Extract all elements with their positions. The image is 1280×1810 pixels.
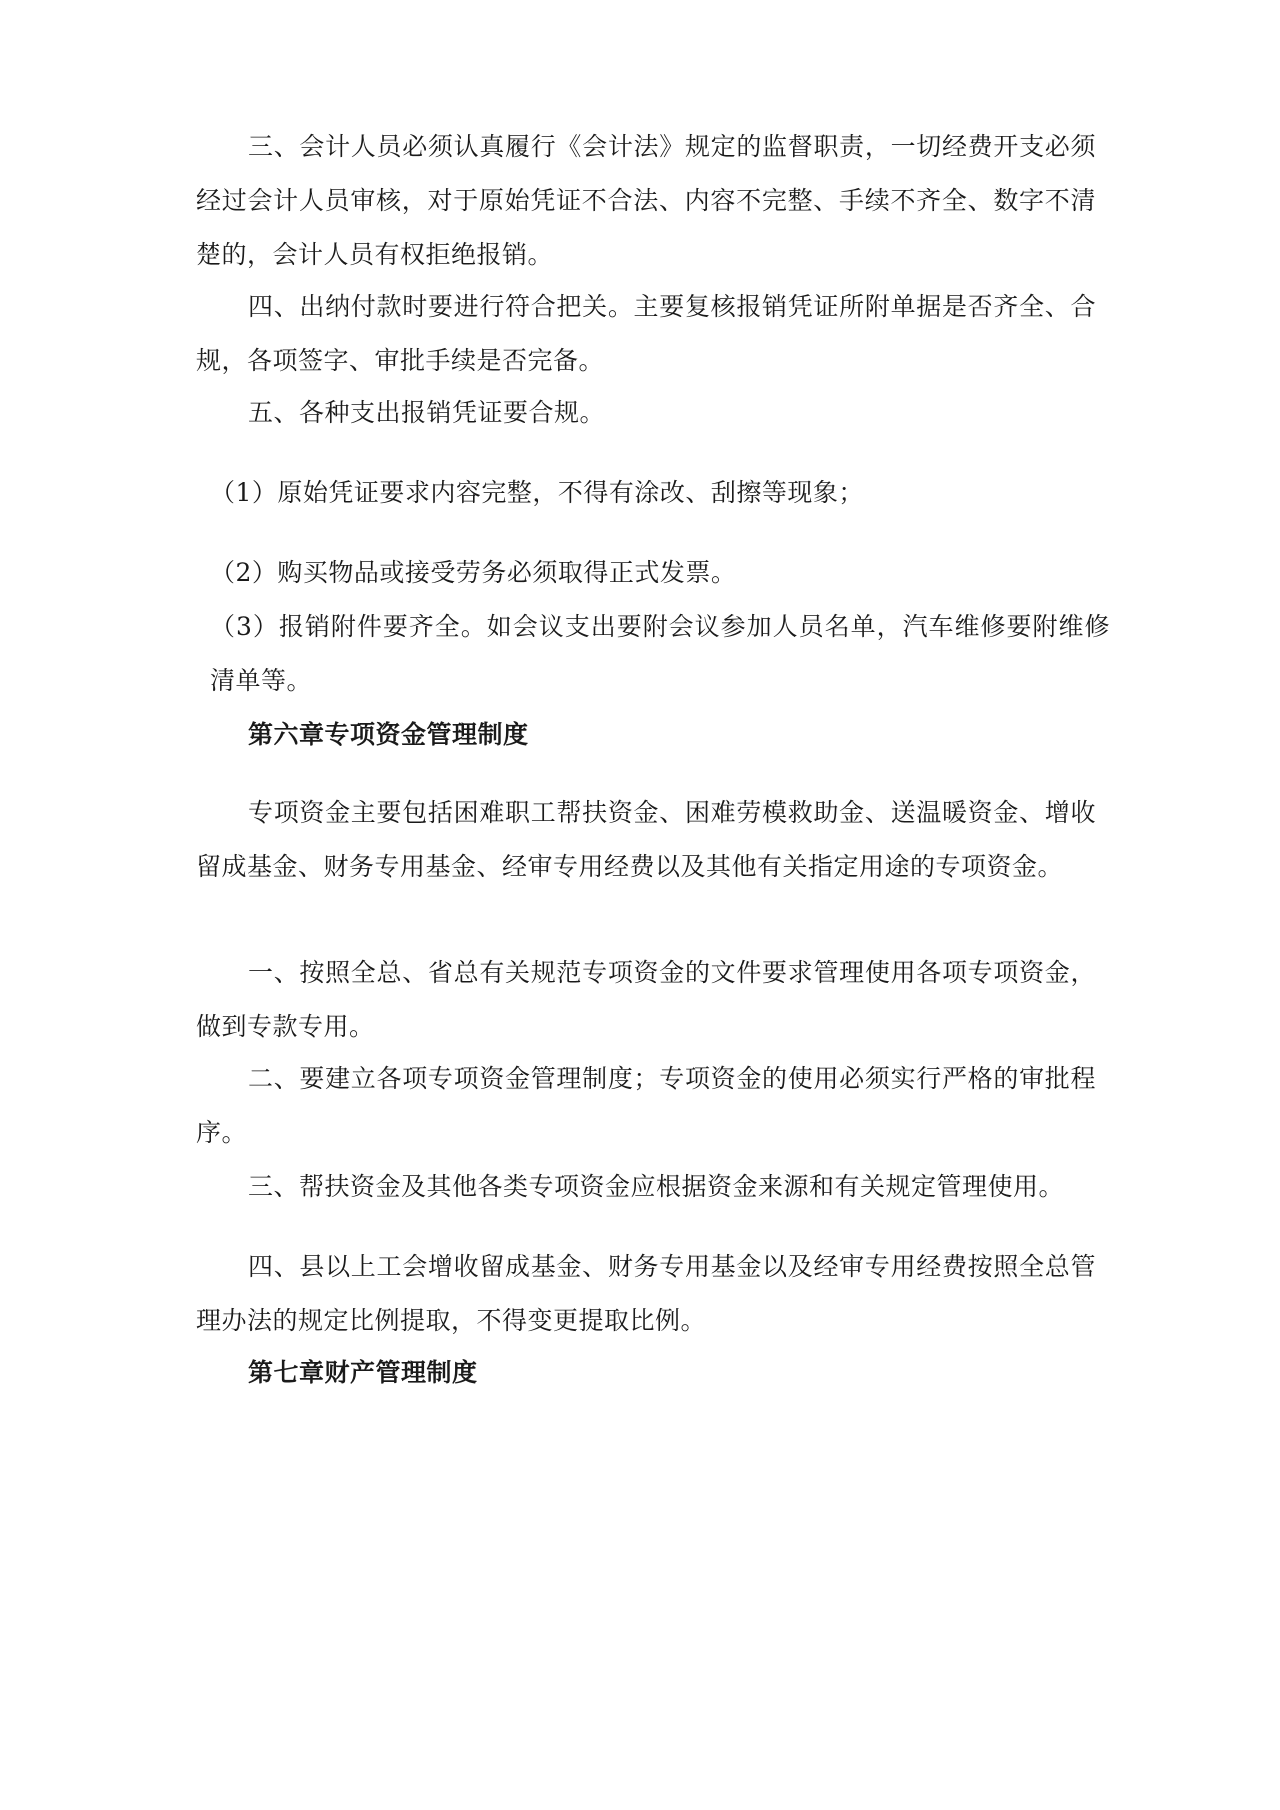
list-item-3: （3）报销附件要齐全。如会议支出要附会议参加人员名单，汽车维修要附维修清单等。 (210, 612, 1110, 695)
paragraph-accountant-duties: 三、会计人员必须认真履行《会计法》规定的监督职责，一切经费开支必须经过会计人员审核，对于原始凭证不合法、内容不完整、手续不齐全、数字不清楚的，会计人员有权拒绝报销。 (196, 132, 1096, 269)
chapter-seven-heading: 第七章财产管理制度 (248, 1358, 478, 1387)
paragraph-special-funds-1: 一、按照全总、省总有关规范专项资金的文件要求管理使用各项专项资金，做到专款专用。 (196, 958, 1096, 1041)
paragraph-special-funds-intro: 专项资金主要包括困难职工帮扶资金、困难劳模救助金、送温暖资金、增收留成基金、财务专用基金、经审专用经费以及其他有关指定用途的专项资金。 (196, 798, 1096, 881)
paragraph-special-funds-4: 四、县以上工会增收留成基金、财务专用基金以及经审专用经费按照全总管理办法的规定比例提取，不得变更提取比例。 (196, 1252, 1096, 1335)
paragraph-special-funds-2: 二、要建立各项专项资金管理制度；专项资金的使用必须实行严格的审批程序。 (196, 1064, 1096, 1147)
paragraph-cashier-check: 四、出纳付款时要进行符合把关。主要复核报销凭证所附单据是否齐全、合规，各项签字、审批手续是否完备。 (196, 292, 1096, 375)
chapter-six-heading: 第六章专项资金管理制度 (248, 720, 529, 749)
paragraph-voucher-compliance: 五、各种支出报销凭证要合规。 (248, 398, 606, 427)
list-item-1: （1）原始凭证要求内容完整，不得有涂改、刮擦等现象； (210, 478, 864, 507)
list-item-2: （2）购买物品或接受劳务必须取得正式发票。 (210, 558, 737, 587)
paragraph-special-funds-3: 三、帮扶资金及其他各类专项资金应根据资金来源和有关规定管理使用。 (248, 1172, 1065, 1201)
document-page (196, 0, 1110, 1810)
